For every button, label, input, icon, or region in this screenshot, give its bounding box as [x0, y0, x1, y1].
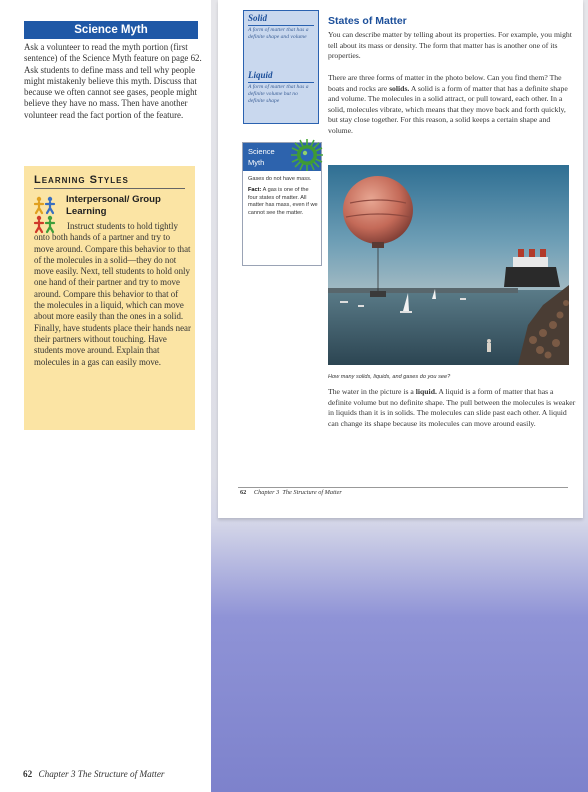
- science-myth-box: [242, 142, 322, 266]
- photo-caption: How many solids, liquids, and gases do you see?: [328, 374, 451, 380]
- vocab-divider: [248, 25, 314, 26]
- teacher-page-footer: [23, 769, 164, 779]
- learning-styles-title: Learning Styles: [34, 174, 129, 186]
- learning-styles-divider: [34, 188, 185, 189]
- vocab-term-liquid: Liquid: [248, 70, 273, 80]
- page-footer-rule: [238, 487, 568, 488]
- vocab-term-bold: solids.: [389, 83, 410, 93]
- learning-styles-paragraph: Instruct students to hold tightly onto both hands of a partner and try to move around. Compare this behavior to that of the molecules in a solid—they do not move easily. Next, tell students to hold only one hand of their partner and try to move around. Compare this behavior to that of the molecules in a liquid, which can move about more easily than the ones in a solid. Finally, have students place their hands near their partners without touching. Have students move around. Explain that molecules in a gas can easily move.: [34, 221, 191, 367]
- footer-chapter-title: The Structure of Matter: [77, 769, 165, 779]
- footer-chapter: Chapter 3: [38, 769, 76, 779]
- science-myth-content: [248, 176, 318, 221]
- body-paragraph-3: [328, 387, 576, 429]
- section-title: States of Matter: [328, 15, 407, 27]
- learning-styles-heading: Interpersonal/ Group Learning: [66, 194, 161, 217]
- science-myth-label: Science Myth: [248, 147, 275, 167]
- body-paragraph-1: [328, 30, 576, 62]
- learning-styles-box: [24, 166, 195, 430]
- vocab-term-bold: liquid.: [415, 387, 437, 396]
- fact-label: Fact:: [248, 187, 262, 194]
- paragraph-text: You can describe matter by telling about its properties. For example, you might tell about its mass or density. The form that matter has is another one of its properties.: [328, 30, 572, 61]
- text-run: The water in the picture is a: [328, 387, 416, 396]
- teacher-notes-column: [0, 0, 210, 792]
- text-run: A liquid is a form of matter that has a definite volume but no definite shape. The pull between the molecules is weaker in liquids than it is in solids. The molecules can slide past each other. A liquid can change its shape because its molecules can move around easily.: [328, 387, 576, 428]
- learning-styles-text: [34, 221, 191, 368]
- myth-fact: [248, 187, 318, 217]
- student-page-footer: [240, 489, 342, 496]
- virus-icon: [289, 137, 325, 173]
- text-run: There are three forms of matter in the photo below. Can you find them? The boats and rocks are: [328, 73, 562, 93]
- vocab-definition-solid: A form of matter that has a definite shape and volume: [248, 27, 309, 40]
- science-myth-text: [24, 42, 202, 121]
- footer-chapter: Chapter 3: [253, 489, 280, 496]
- vocab-divider: [248, 82, 314, 83]
- vocab-definition-liquid: A form of matter that has a definite volume but no definite shape: [248, 84, 309, 104]
- body-paragraph-2: [328, 73, 576, 137]
- science-myth-banner: Science Myth: [24, 21, 198, 39]
- paragraph-text: [328, 73, 576, 137]
- text-run: A solid is a form of matter that has a definite shape and volume. The molecules in a solid attract, or pull toward, each other. In a solid, molecules vibrate, which means that they move back and forth quickly, but stay close together. For this reason, a solid keeps a certain shape and volume.: [328, 83, 568, 135]
- footer-page-number: 62: [240, 489, 247, 496]
- student-page-reduced: [218, 0, 583, 518]
- science-myth-paragraph: Ask a volunteer to read the myth portion (first sentence) of the Science Myth feature on page 62. Ask students to define mass and tell why people might mistakenly believe this myth. Discuss that because we often cannot see gases, people might believe they have no mass. Then have another volunteer read the fact portion of the feature.: [24, 42, 202, 120]
- paragraph-text: [328, 387, 576, 429]
- fact-text: A gas is one of the four states of matter. All matter has mass, even if we cannot see the matter.: [248, 187, 318, 216]
- harbor-balloon-photo: [328, 165, 569, 365]
- footer-chapter-title: The Structure of Matter: [282, 489, 342, 496]
- myth-statement: Gases do not have mass.: [248, 176, 312, 182]
- footer-page-number: 62: [23, 769, 33, 779]
- vocabulary-box: [243, 10, 319, 124]
- vocab-term-solid: Solid: [248, 13, 268, 23]
